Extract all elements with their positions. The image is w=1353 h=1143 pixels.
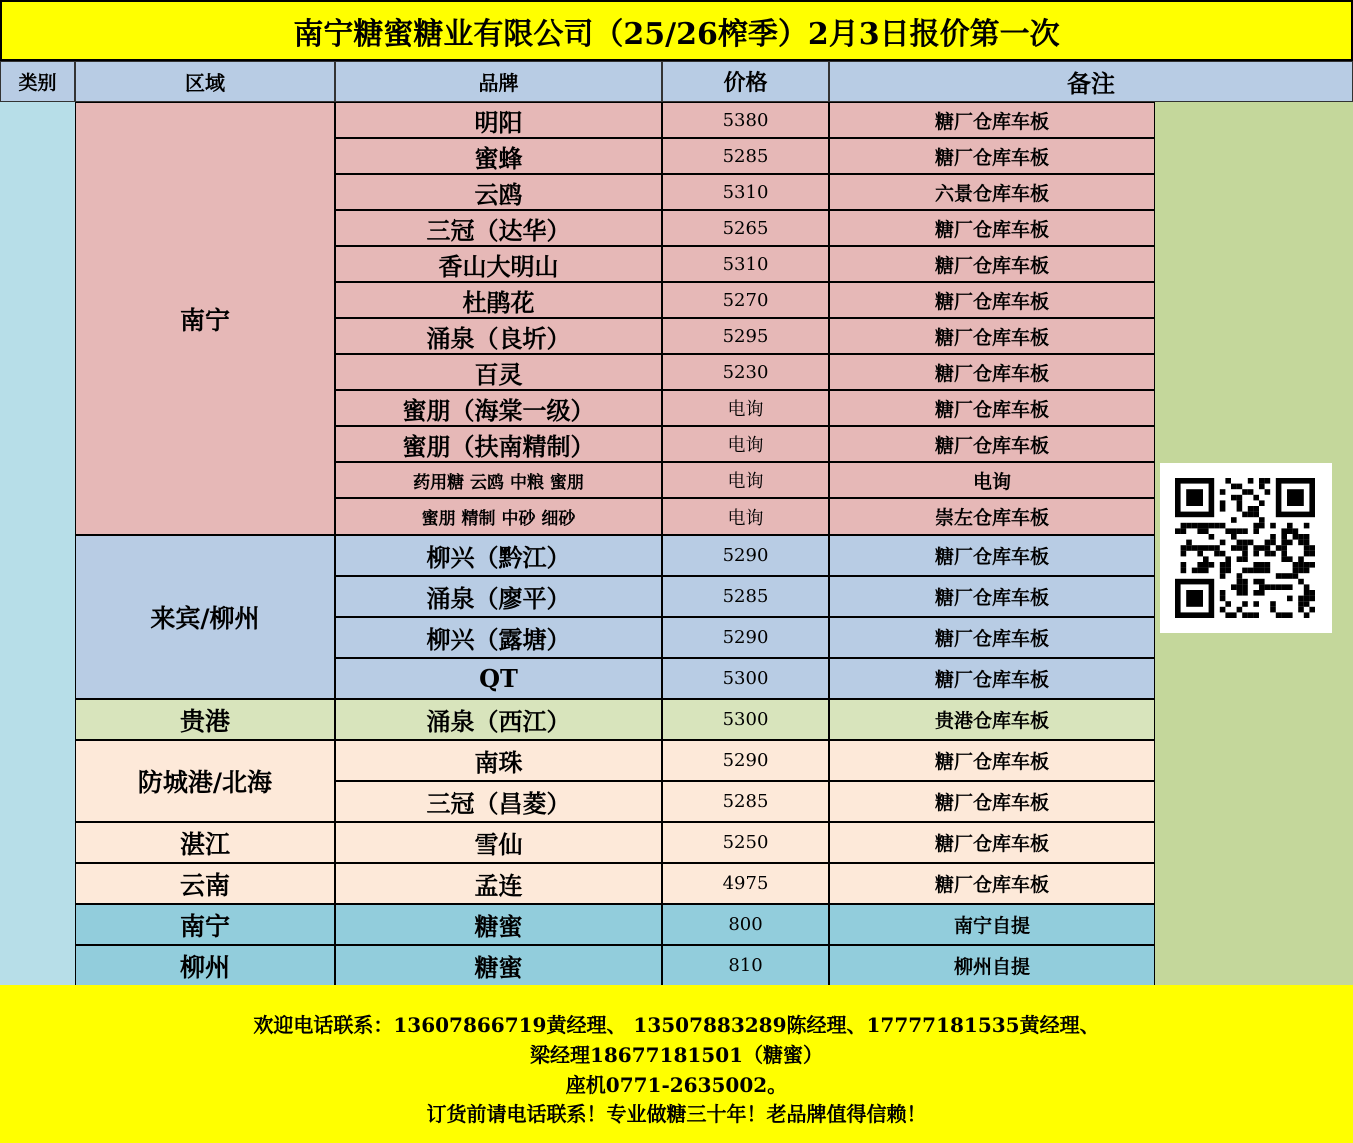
- header-region: 区域: [75, 61, 335, 102]
- header-price: 价格: [662, 61, 829, 102]
- brand-cell: 柳兴（露塘）: [335, 617, 662, 658]
- note-cell: 六景仓库车板: [829, 174, 1155, 210]
- note-cell: 糖厂仓库车板: [829, 246, 1155, 282]
- contact-footer: [0, 985, 1353, 1143]
- note-cell: 柳州自提: [829, 945, 1155, 986]
- contact-landline: 座机0771-2635002。: [565, 1073, 788, 1097]
- region-zhanjiang: 湛江: [75, 822, 335, 863]
- brand-cell: 杜鹃花: [335, 282, 662, 318]
- brand-cell: 涌泉（良圻）: [335, 318, 662, 354]
- price-cell: 电询: [662, 390, 829, 426]
- price-cell: 5230: [662, 354, 829, 390]
- qr-code: [1160, 463, 1332, 633]
- brand-cell: 涌泉（廖平）: [335, 576, 662, 617]
- price-cell: 5290: [662, 535, 829, 576]
- brand-cell: 柳兴（黔江）: [335, 535, 662, 576]
- price-cell: 5300: [662, 699, 829, 740]
- brand-cell: 云鸥: [335, 174, 662, 210]
- price-cell: 5295: [662, 318, 829, 354]
- note-cell: 糖厂仓库车板: [829, 617, 1155, 658]
- note-cell: 糖厂仓库车板: [829, 390, 1155, 426]
- note-cell: 糖厂仓库车板: [829, 102, 1155, 138]
- header-brand: 品牌: [335, 61, 662, 102]
- brand-cell: 药用糖 云鸥 中粮 蜜朋: [335, 462, 662, 498]
- header-category: 类别: [0, 61, 75, 102]
- brand-cell: 蜜朋（海棠一级）: [335, 390, 662, 426]
- price-cell: 5285: [662, 576, 829, 617]
- brand-cell: 孟连: [335, 863, 662, 904]
- category-column: [0, 102, 75, 985]
- note-cell: 糖厂仓库车板: [829, 863, 1155, 904]
- header-note: 备注: [829, 61, 1353, 102]
- price-cell: 5250: [662, 822, 829, 863]
- price-cell: 5285: [662, 781, 829, 822]
- region-nanning-molasses: 南宁: [75, 904, 335, 945]
- page-title: 南宁糖蜜糖业有限公司（25/26榨季）2月3日报价第一次: [0, 0, 1353, 61]
- price-cell: 5290: [662, 617, 829, 658]
- brand-cell: 蜜蜂: [335, 138, 662, 174]
- price-cell: 5310: [662, 174, 829, 210]
- brand-cell: 百灵: [335, 354, 662, 390]
- brand-cell: 香山大明山: [335, 246, 662, 282]
- qr-code-icon: [1160, 463, 1332, 633]
- price-cell: 5380: [662, 102, 829, 138]
- note-cell: 糖厂仓库车板: [829, 740, 1155, 781]
- brand-cell: 涌泉（西江）: [335, 699, 662, 740]
- price-cell: 5270: [662, 282, 829, 318]
- note-cell: 糖厂仓库车板: [829, 318, 1155, 354]
- price-cell: 810: [662, 945, 829, 986]
- note-cell: 糖厂仓库车板: [829, 138, 1155, 174]
- brand-cell: 雪仙: [335, 822, 662, 863]
- region-nanning: 南宁: [75, 102, 335, 535]
- price-cell: 5285: [662, 138, 829, 174]
- brand-cell: QT: [335, 658, 662, 699]
- contact-molasses: 梁经理18677181501（糖蜜）: [529, 1043, 824, 1067]
- region-guigang: 贵港: [75, 699, 335, 740]
- price-cell: 5300: [662, 658, 829, 699]
- price-cell: 5265: [662, 210, 829, 246]
- note-cell: 糖厂仓库车板: [829, 282, 1155, 318]
- note-cell: 贵港仓库车板: [829, 699, 1155, 740]
- note-cell: 糖厂仓库车板: [829, 535, 1155, 576]
- contact-phones: 欢迎电话联系：13607866719黄经理、 13507883289陈经理、17777181535黄经理、: [253, 1013, 1100, 1037]
- price-cell: 电询: [662, 498, 829, 535]
- slogan: 订货前请电话联系！专业做糖三十年！老品牌值得信赖！: [426, 1102, 927, 1126]
- price-cell: 电询: [662, 462, 829, 498]
- price-cell: 5290: [662, 740, 829, 781]
- note-cell: 糖厂仓库车板: [829, 781, 1155, 822]
- price-cell: 5310: [662, 246, 829, 282]
- brand-cell: 明阳: [335, 102, 662, 138]
- note-cell: 糖厂仓库车板: [829, 210, 1155, 246]
- note-cell: 糖厂仓库车板: [829, 576, 1155, 617]
- brand-cell: 蜜朋（扶南精制）: [335, 426, 662, 462]
- brand-cell: 三冠（昌菱）: [335, 781, 662, 822]
- region-yunnan: 云南: [75, 863, 335, 904]
- price-cell: 4975: [662, 863, 829, 904]
- note-cell: 糖厂仓库车板: [829, 658, 1155, 699]
- note-cell: 电询: [829, 462, 1155, 498]
- brand-cell: 三冠（达华）: [335, 210, 662, 246]
- note-cell: 糖厂仓库车板: [829, 822, 1155, 863]
- brand-cell: 蜜朋 精制 中砂 细砂: [335, 498, 662, 535]
- note-cell: 南宁自提: [829, 904, 1155, 945]
- note-cell: 糖厂仓库车板: [829, 354, 1155, 390]
- price-cell: 电询: [662, 426, 829, 462]
- brand-cell: 南珠: [335, 740, 662, 781]
- brand-cell: 糖蜜: [335, 904, 662, 945]
- note-cell: 崇左仓库车板: [829, 498, 1155, 535]
- region-fangchenggang-beihai: 防城港/北海: [75, 740, 335, 822]
- region-liuzhou-molasses: 柳州: [75, 945, 335, 986]
- price-cell: 800: [662, 904, 829, 945]
- note-cell: 糖厂仓库车板: [829, 426, 1155, 462]
- region-laibin-liuzhou: 来宾/柳州: [75, 535, 335, 699]
- brand-cell: 糖蜜: [335, 945, 662, 986]
